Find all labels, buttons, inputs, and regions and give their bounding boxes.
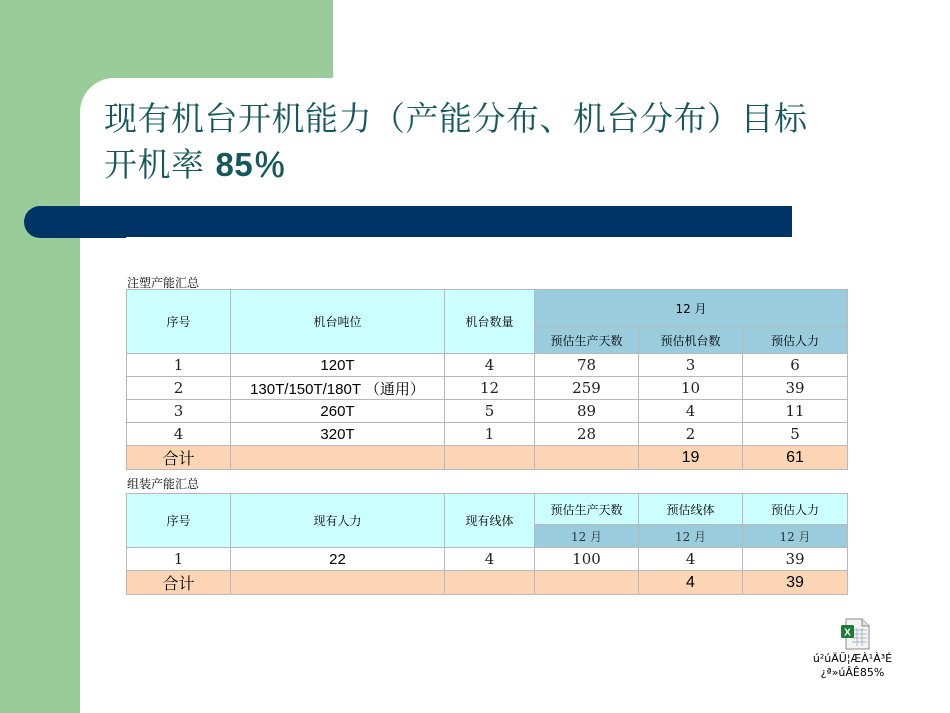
cell-seq: 1 bbox=[127, 354, 231, 377]
header-month: 12 月 bbox=[535, 525, 639, 548]
total-label: 合计 bbox=[127, 571, 231, 595]
embedded-file-label[interactable] bbox=[800, 652, 905, 680]
cell-count: 12 bbox=[445, 377, 535, 400]
cell-count: 4 bbox=[445, 354, 535, 377]
cell-machines: 2 bbox=[639, 423, 743, 446]
cell-tonnage: 120T bbox=[231, 354, 445, 377]
slide-title bbox=[104, 96, 904, 188]
cell-current-lines: 4 bbox=[445, 548, 535, 571]
total-empty-cell bbox=[535, 446, 639, 470]
title-line-1: 现有机台开机能力（产能分布、机台分布）目标 bbox=[104, 99, 808, 138]
cell-machines: 10 bbox=[639, 377, 743, 400]
cell-days: 28 bbox=[535, 423, 639, 446]
header-est-lines: 预估线体 bbox=[639, 494, 743, 525]
cell-tonnage: 260T bbox=[231, 400, 445, 423]
assembly-capacity-table bbox=[126, 493, 848, 595]
total-machines: 19 bbox=[639, 446, 743, 470]
cell-lines: 4 bbox=[639, 548, 743, 571]
cell-manpower: 6 bbox=[743, 354, 848, 377]
total-label: 合计 bbox=[127, 446, 231, 470]
cell-tonnage: 130T/150T/180T （通用） bbox=[231, 377, 445, 400]
header-current-manpower: 现有人力 bbox=[231, 494, 445, 548]
title-target-rate: 85％ bbox=[215, 146, 287, 183]
total-empty-cell bbox=[231, 446, 445, 470]
cell-days: 100 bbox=[535, 548, 639, 571]
header-seq: 序号 bbox=[127, 290, 231, 354]
header-machine-count: 机台数量 bbox=[445, 290, 535, 354]
cell-manpower: 39 bbox=[743, 548, 848, 571]
header-current-lines: 现有线体 bbox=[445, 494, 535, 548]
divider-bar bbox=[80, 206, 792, 237]
cell-count: 5 bbox=[445, 400, 535, 423]
excel-file-icon-graphic bbox=[840, 618, 870, 650]
cell-days: 78 bbox=[535, 354, 639, 377]
total-manpower: 61 bbox=[743, 446, 848, 470]
cell-seq: 2 bbox=[127, 377, 231, 400]
header-month: 12 月 bbox=[535, 290, 848, 327]
title-line-2-prefix: 开机率 bbox=[104, 145, 205, 184]
table-row bbox=[127, 354, 848, 377]
total-lines: 4 bbox=[639, 571, 743, 595]
header-month: 12 月 bbox=[743, 525, 848, 548]
total-manpower: 39 bbox=[743, 571, 848, 595]
cell-seq: 3 bbox=[127, 400, 231, 423]
injection-capacity-table bbox=[126, 289, 848, 470]
header-est-days: 预估生产天数 bbox=[535, 327, 639, 354]
cell-days: 89 bbox=[535, 400, 639, 423]
excel-file-icon[interactable] bbox=[840, 618, 870, 650]
cell-count: 1 bbox=[445, 423, 535, 446]
header-seq: 序号 bbox=[127, 494, 231, 548]
total-empty-cell bbox=[231, 571, 445, 595]
total-row bbox=[127, 446, 848, 470]
cell-manpower: 39 bbox=[743, 377, 848, 400]
cell-current-manpower: 22 bbox=[231, 548, 445, 571]
table-row bbox=[127, 377, 848, 400]
cell-days: 259 bbox=[535, 377, 639, 400]
total-empty-cell bbox=[445, 446, 535, 470]
header-est-manpower: 预估人力 bbox=[743, 494, 848, 525]
total-empty-cell bbox=[445, 571, 535, 595]
header-est-days: 预估生产天数 bbox=[535, 494, 639, 525]
table-row bbox=[127, 548, 848, 571]
header-month: 12 月 bbox=[639, 525, 743, 548]
header-tonnage: 机台吨位 bbox=[231, 290, 445, 354]
total-empty-cell bbox=[535, 571, 639, 595]
cell-machines: 4 bbox=[639, 400, 743, 423]
embedded-file-label-line-1: ú²úÄÜ¦ÆÀ¹À³É bbox=[812, 652, 893, 665]
header-est-machines: 预估机台数 bbox=[639, 327, 743, 354]
table2-caption: 组装产能汇总 bbox=[127, 477, 200, 491]
cell-machines: 3 bbox=[639, 354, 743, 377]
cell-seq: 4 bbox=[127, 423, 231, 446]
table-row bbox=[127, 400, 848, 423]
title-line-2 bbox=[104, 142, 904, 188]
header-est-manpower: 预估人力 bbox=[743, 327, 848, 354]
table1-caption: 注塑产能汇总 bbox=[127, 276, 200, 290]
total-row bbox=[127, 571, 848, 595]
cell-tonnage: 320T bbox=[231, 423, 445, 446]
cell-manpower: 11 bbox=[743, 400, 848, 423]
table-row bbox=[127, 423, 848, 446]
cell-seq: 1 bbox=[127, 548, 231, 571]
svg-text:X: X bbox=[844, 627, 851, 639]
embedded-file-label-line-2: ¿ª»úÂÊ85% bbox=[820, 666, 885, 679]
cell-manpower: 5 bbox=[743, 423, 848, 446]
